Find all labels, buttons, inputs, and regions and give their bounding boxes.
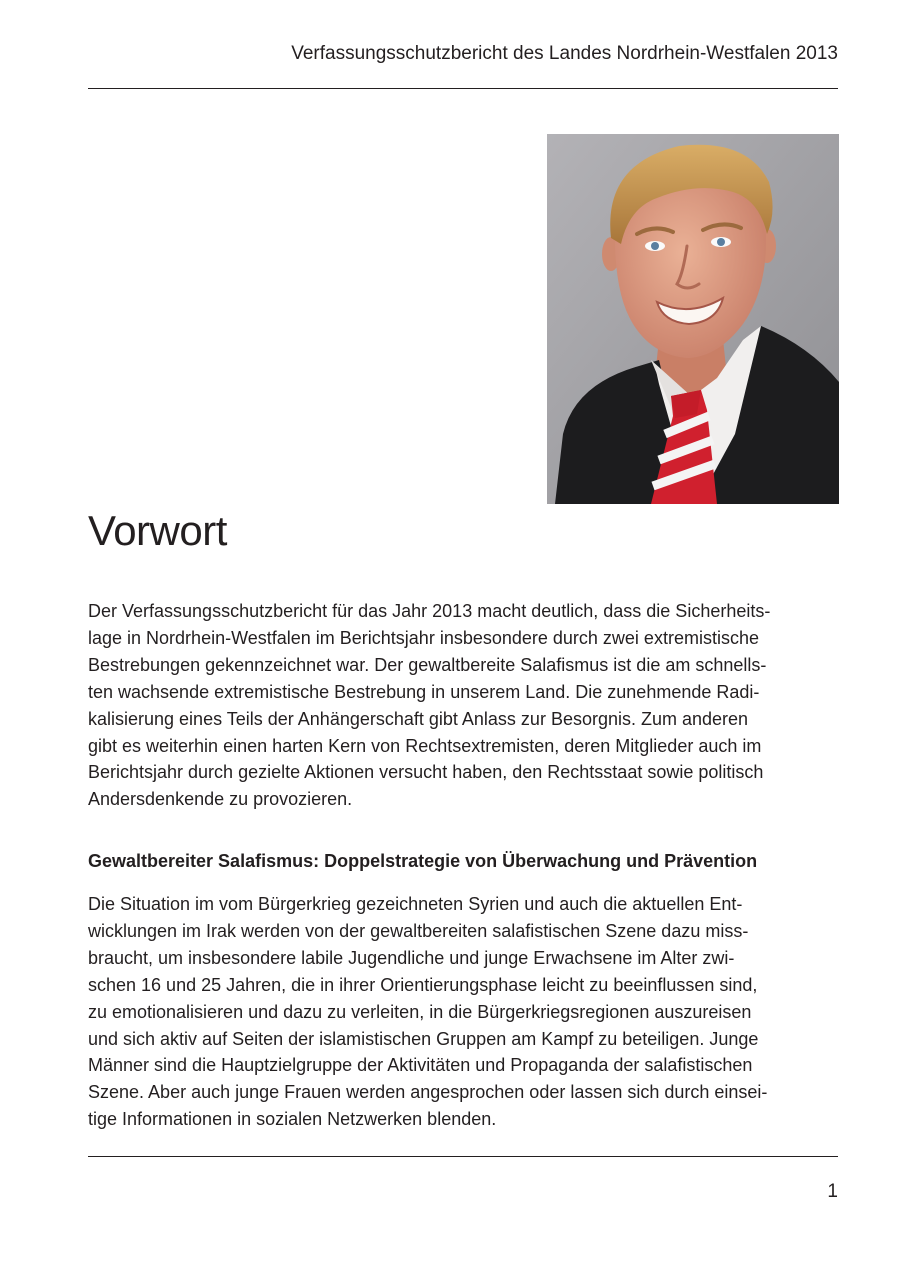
- text-line: Der Verfassungsschutzbericht für das Jahr 2013 macht deutlich, dass die Sicherheits-: [88, 601, 771, 621]
- text-line: Berichtsjahr durch gezielte Aktionen versucht haben, den Rechtsstaat sowie politisch: [88, 762, 764, 783]
- text-line: schen 16 und 25 Jahren, die in ihrer Orientierungsphase leicht zu beeinflussen sind,: [88, 974, 758, 995]
- section-heading: Gewaltbereiter Salafismus: Doppelstrategie von Überwachung und Prävention: [88, 851, 758, 871]
- text-line: ten wachsende extremistische Bestrebung in unserem Land. Die zunehmende Radi-: [88, 681, 760, 702]
- running-header: Verfassungsschutzbericht des Landes Nordrhein-Westfalen 2013: [291, 43, 838, 64]
- text-line: zu emotionalisieren und dazu zu verleiten, in die Bürgerkriegsregionen auszureisen: [88, 1001, 752, 1022]
- page-title: Vorwort: [88, 507, 227, 554]
- text-line: Szene. Aber auch junge Frauen werden angesprochen oder lassen sich durch einsei-: [88, 1082, 768, 1103]
- section-paragraph: [88, 891, 798, 1133]
- text-line: Männer sind die Hauptzielgruppe der Aktivitäten und Propaganda der salafistischen: [88, 1055, 753, 1076]
- footer-rule: [88, 1156, 838, 1157]
- text-line: Die Situation im vom Bürgerkrieg gezeichneten Syrien und auch die aktuellen Ent-: [88, 894, 743, 914]
- text-line: tige Informationen in sozialen Netzwerken blenden.: [88, 1109, 497, 1130]
- text-line: Andersdenkende zu provozieren.: [88, 789, 353, 810]
- text-line: gibt es weiterhin einen harten Kern von Rechtsextremisten, deren Mitglieder auch im: [88, 735, 762, 756]
- intro-paragraph: [88, 598, 798, 813]
- portrait-photo: [547, 134, 839, 504]
- text-line: kalisierung eines Teils der Anhängerschaft gibt Anlass zur Besorgnis. Zum anderen: [88, 708, 749, 729]
- text-line: lage in Nordrhein-Westfalen im Berichtsjahr insbesondere durch zwei extremistische: [88, 627, 759, 648]
- page-number: 1: [827, 1181, 838, 1202]
- header-rule: [88, 88, 838, 89]
- text-line: braucht, um insbesondere labile Jugendliche und junge Erwachsene im Alter zwi-: [88, 947, 735, 968]
- text-line: und sich aktiv auf Seiten der islamistischen Gruppen am Kampf zu beteiligen. Junge: [88, 1028, 759, 1049]
- text-line: Bestrebungen gekennzeichnet war. Der gewaltbereite Salafismus ist die am schnells-: [88, 654, 767, 675]
- text-line: wicklungen im Irak werden von der gewaltbereiten salafistischen Szene dazu miss-: [88, 920, 749, 941]
